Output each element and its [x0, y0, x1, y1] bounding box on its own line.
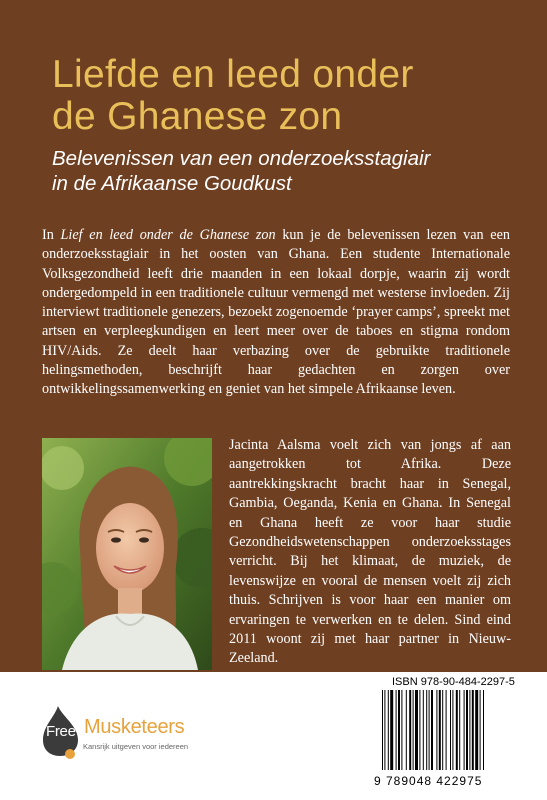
- book-subtitle: [52, 146, 522, 196]
- blurb-text: kun je de belevenissen lezen van een onderzoeksstagiair in het oosten van Ghana. Een studente Internationale Volksgezondheid leeft drie maanden in een lokaal dorpje, waarin zij wordt ondergedompeld in een traditionele cultuur vermengd met westerse invloeden. Zij interviewt traditionele genezers, bezoekt zogenoemde ‘prayer camps’, spreekt met artsen en verpleegkundigen en leert meer over de taboes en stigma rondom HIV/Aids. Ze deelt haar verbazing over de gebruikte traditionele helingsmethoden, beschrijft haar gedachten en zorgen over ontwikkelingssamenwerking en geniet van het simpele Afrikaanse leven.: [42, 227, 510, 398]
- isbn-label: ISBN 978-90-484-2297-5: [392, 676, 515, 688]
- publisher-name-free: Free: [46, 723, 76, 740]
- subtitle-line-2: in de Afrikaanse Goudkust: [52, 172, 292, 195]
- publisher-tagline: Kansrijk uitgeven voor iedereen: [83, 742, 189, 751]
- book-title: [52, 54, 522, 138]
- blurb-book-title: Lief en leed onder de Ghanese zon: [60, 227, 276, 243]
- publisher-logo: [40, 704, 210, 764]
- blurb-paragraph: [42, 226, 510, 400]
- publisher-name-musketeers: Musketeers: [84, 716, 185, 738]
- author-bio: Jacinta Aalsma voelt zich van jongs af aan aangetrokken tot Afrika. Deze aantrekkingskracht bracht haar in Senegal, Gambia, Oeganda, Kenia en Ghana. In Senegal en Ghana heeft ze voor haar studie Gezondheidswetenschappen onderzoeksstages verricht. Bij het klimaat, de muziek, de levenswijze en vooral de mensen voelt zij zich thuis. Schrijven is voor haar een manier om ervaringen te verwerken en te delen. Sind eind 2011 woont zij met haar partner in Nieuw-Zeeland.: [229, 437, 511, 667]
- barcode-digits: 9 789048 422975: [374, 774, 483, 788]
- author-photo: [42, 438, 212, 670]
- title-line-1: Liefde en leed onder: [52, 53, 414, 96]
- barcode: [374, 690, 514, 772]
- subtitle-line-1: Belevenissen van een onderzoeksstagiair: [52, 147, 431, 170]
- publisher-name: [46, 719, 76, 742]
- publisher-name-musketeers-wrap: [84, 716, 184, 739]
- blurb-prefix: In: [42, 227, 61, 243]
- title-line-2: de Ghanese zon: [52, 95, 343, 138]
